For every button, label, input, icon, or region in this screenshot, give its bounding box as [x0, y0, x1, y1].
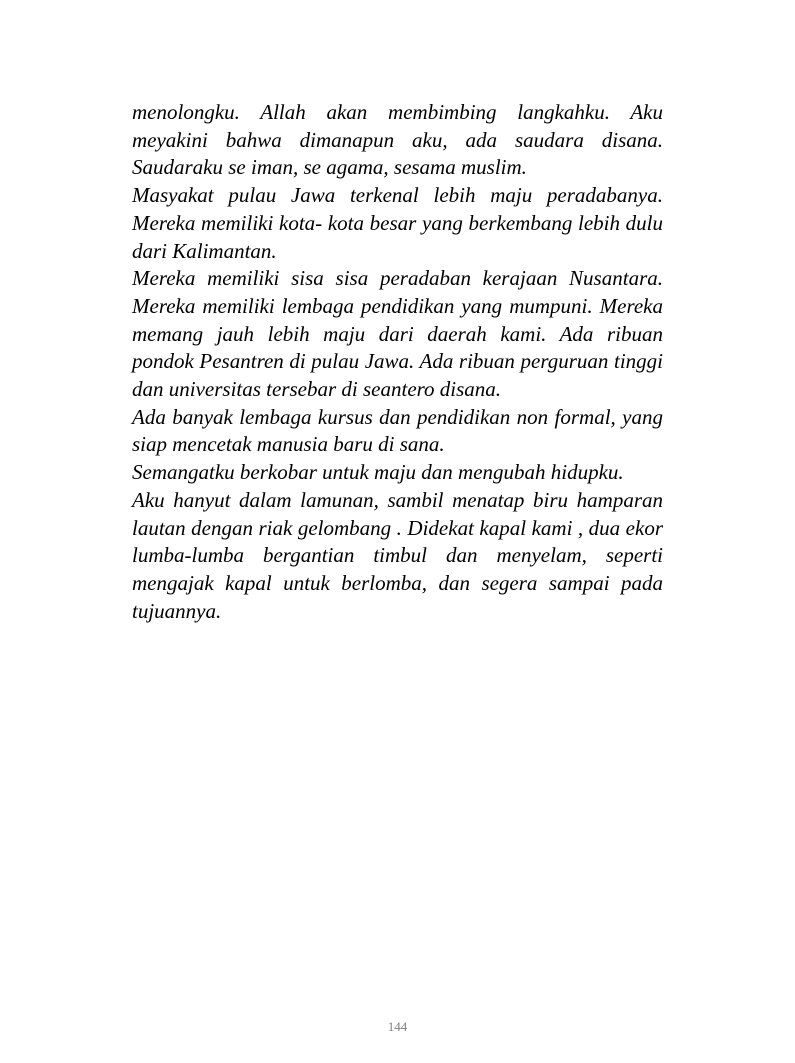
- paragraph-6: Aku hanyut dalam lamunan, sambil menatap biru hamparan lautan dengan riak gelombang . Didekat kapal kami , dua ekor lumba-lumba bergantian timbul dan menyelam, seperti mengajak kapal untuk berlomba, dan segera sampai pada tujuannya.: [132, 487, 663, 623]
- body-text: [132, 99, 663, 625]
- paragraph-2: Masyakat pulau Jawa terkenal lebih maju peradabanya. Mereka memiliki kota- kota besar yang berkembang lebih dulu dari Kalimantan.: [132, 183, 663, 263]
- paragraph-3: Mereka memiliki sisa sisa peradaban kerajaan Nusantara. Mereka memiliki lembaga pendidikan yang mumpuni. Mereka memang jauh lebih maju dari daerah kami. Ada ribuan pondok Pesantren di pulau Jawa. Ada ribuan perguruan tinggi dan universitas tersebar di seantero disana.: [132, 266, 663, 402]
- paragraph-5: Semangatku berkobar untuk maju dan mengubah hidupku.: [132, 460, 624, 485]
- paragraph-1: menolongku. Allah akan membimbing langkahku. Aku meyakini bahwa dimanapun aku, ada saudara disana. Saudaraku se iman, se agama, sesama muslim.: [132, 100, 663, 180]
- page-number: 144: [387, 1019, 408, 1034]
- paragraph-4: Ada banyak lembaga kursus dan pendidikan non formal, yang siap mencetak manusia baru di sana.: [132, 404, 663, 457]
